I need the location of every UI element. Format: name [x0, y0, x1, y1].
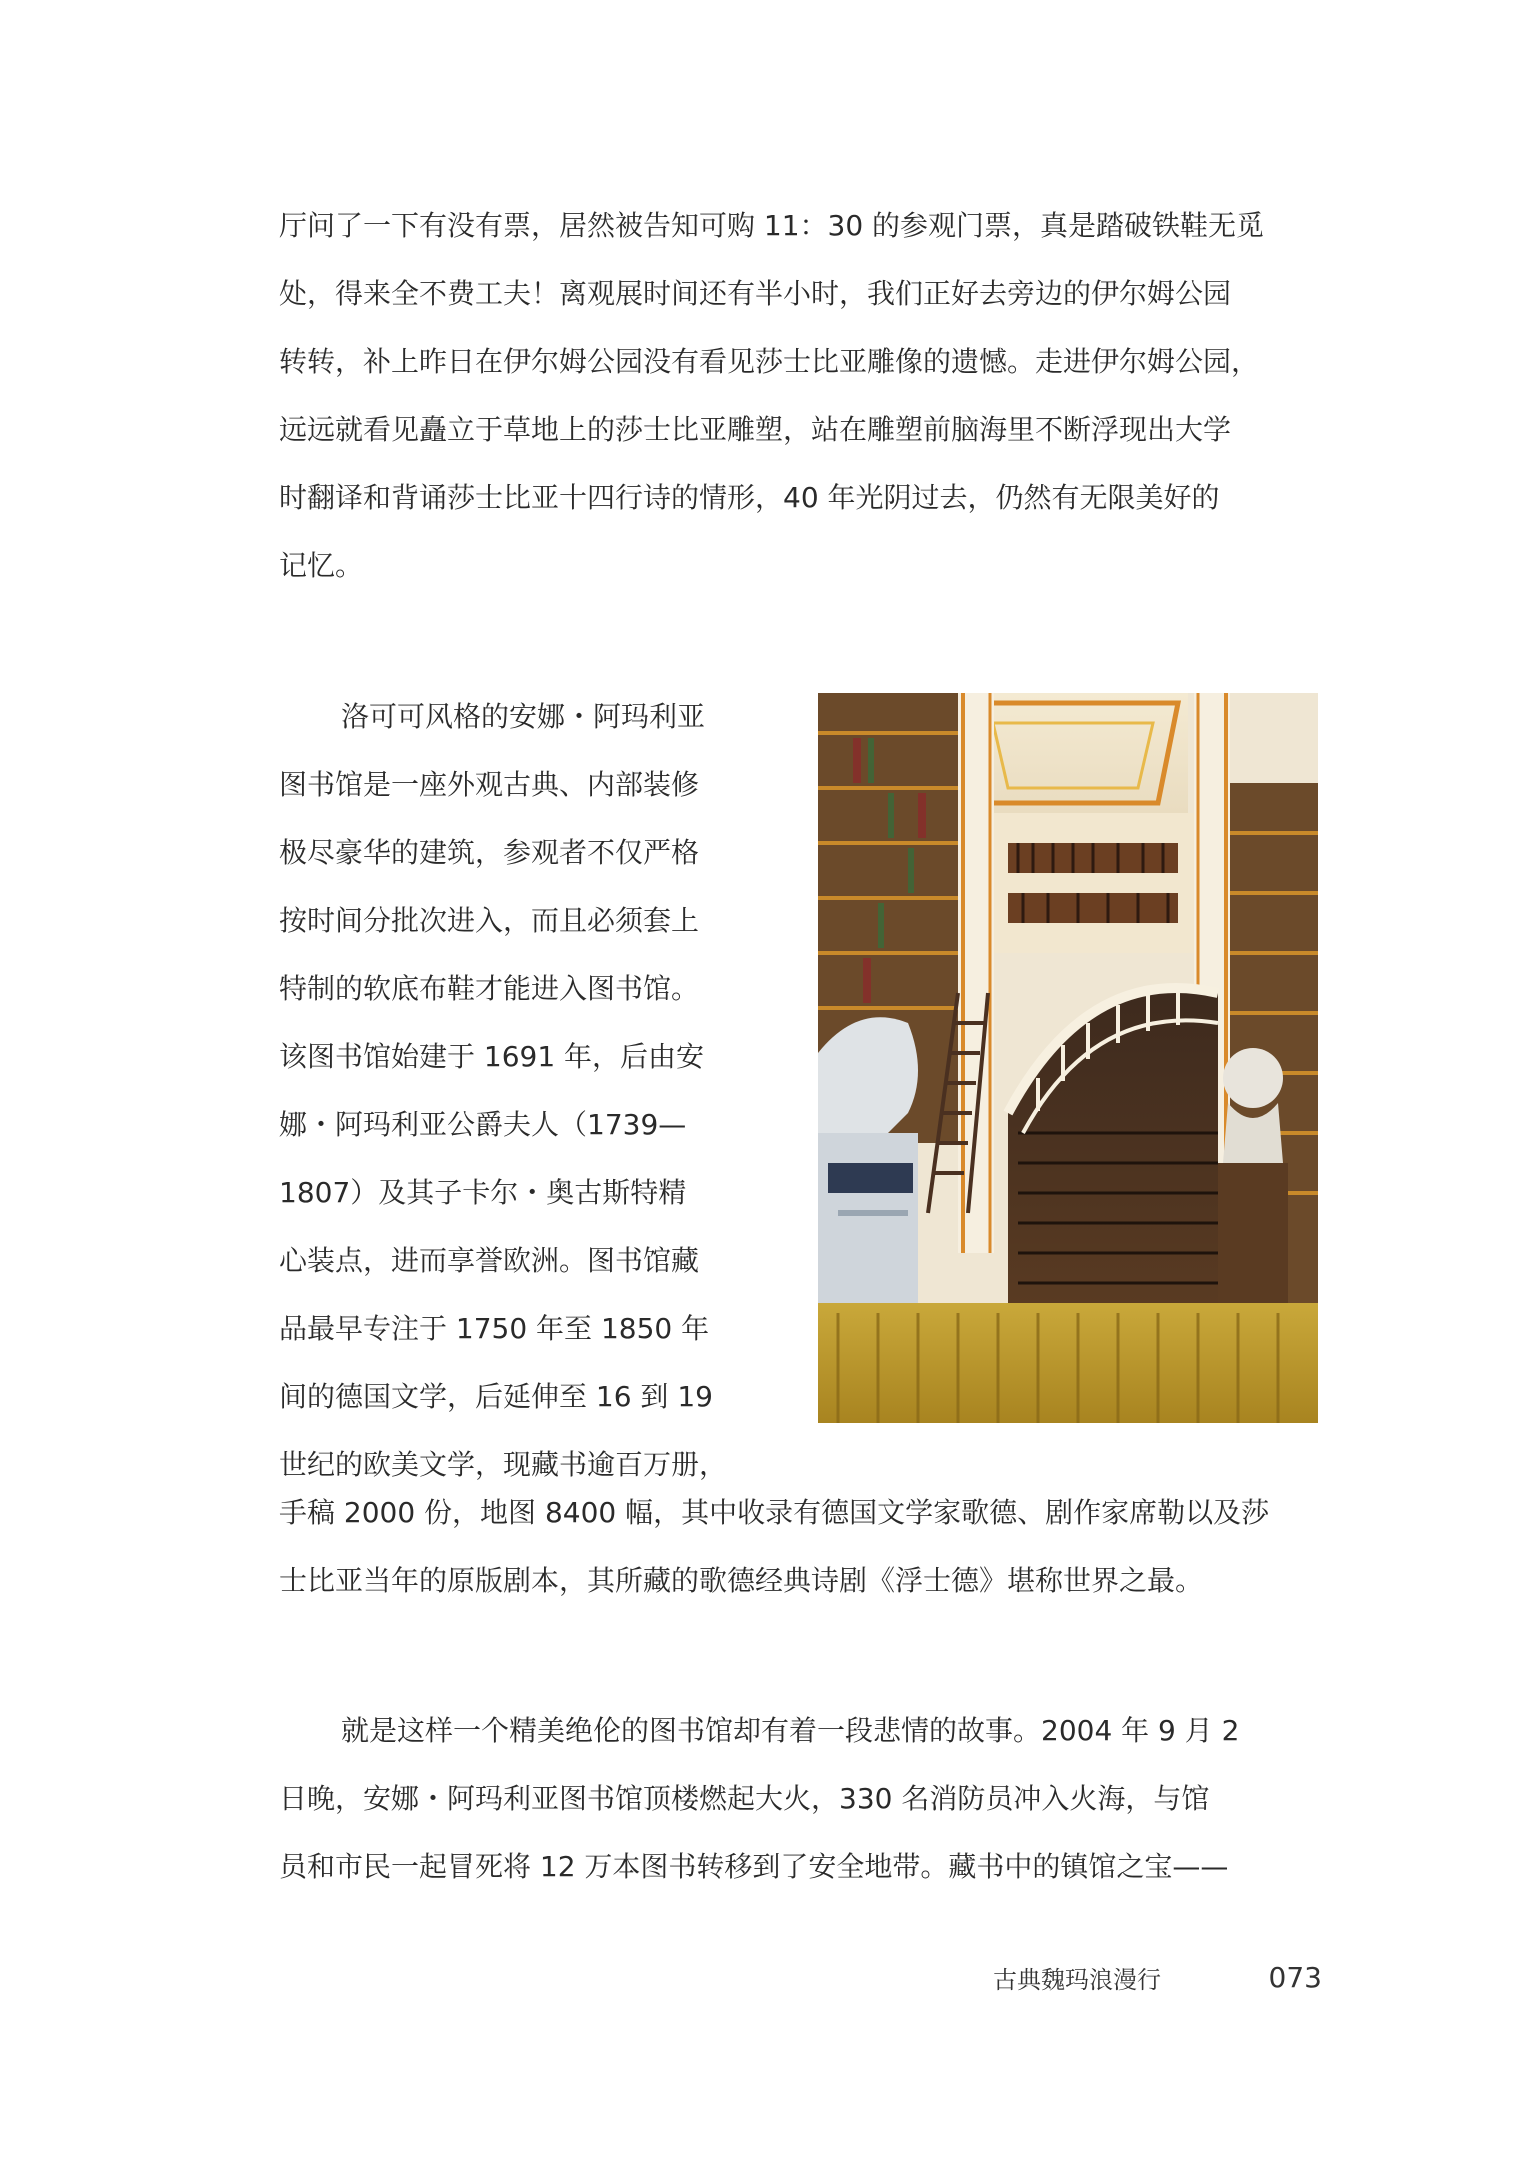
library-painting-illustration [818, 693, 1318, 1423]
paragraph-fire-story [279, 1697, 1319, 1901]
text-line: 处，得来全不费工夫！离观展时间还有半小时，我们正好去旁边的伊尔姆公园 [279, 277, 1232, 310]
running-footer-title: 古典魏玛浪漫行 [993, 1966, 1161, 1994]
text-line: 日晚，安娜・阿玛利亚图书馆顶楼燃起大火，330 名消防员冲入火海，与馆 [279, 1782, 1210, 1815]
paragraph-library-intro-continued [279, 1479, 1319, 1615]
text-line: 品最早专注于 1750 年至 1850 年 [279, 1312, 710, 1345]
text-line: 间的德国文学，后延伸至 16 到 19 [279, 1380, 713, 1413]
text-line: 该图书馆始建于 1691 年，后由安 [279, 1040, 705, 1073]
text-line: 图书馆是一座外观古典、内部装修 [279, 768, 700, 801]
text-line: 洛可可风格的安娜・阿玛利亚 [341, 700, 706, 733]
library-painting [818, 693, 1318, 1423]
text-line: 就是这样一个精美绝伦的图书馆却有着一段悲情的故事。2004 年 9 月 2 [341, 1714, 1240, 1747]
text-line: 员和市民一起冒死将 12 万本图书转移到了安全地带。藏书中的镇馆之宝—— [279, 1850, 1229, 1883]
text-line: 极尽豪华的建筑，参观者不仅严格 [279, 836, 700, 869]
text-line: 厅问了一下有没有票，居然被告知可购 11：30 的参观门票，真是踏破铁鞋无觅 [279, 209, 1265, 242]
text-line: 世纪的欧美文学，现藏书逾百万册， [279, 1448, 728, 1481]
text-line: 记忆。 [279, 549, 364, 582]
text-line: 时翻译和背诵莎士比亚十四行诗的情形，40 年光阴过去，仍然有无限美好的 [279, 481, 1220, 514]
text-line: 远远就看见矗立于草地上的莎士比亚雕塑，站在雕塑前脑海里不断浮现出大学 [279, 413, 1232, 446]
text-line: 手稿 2000 份，地图 8400 幅，其中收录有德国文学家歌德、剧作家席勒以及莎 [279, 1496, 1270, 1529]
page-number: 073 [1268, 1961, 1322, 1994]
text-line: 士比亚当年的原版剧本，其所藏的歌德经典诗剧《浮士德》堪称世界之最。 [279, 1564, 1204, 1597]
text-line: 转转，补上昨日在伊尔姆公园没有看见莎士比亚雕像的遗憾。走进伊尔姆公园， [279, 345, 1260, 378]
text-line: 1807）及其子卡尔・奥古斯特精 [279, 1176, 687, 1209]
paragraph-park-visit [279, 192, 1319, 600]
text-line: 特制的软底布鞋才能进入图书馆。 [279, 972, 700, 1005]
paragraph-library-intro [279, 683, 749, 1499]
text-line: 按时间分批次进入，而且必须套上 [279, 904, 700, 937]
text-line: 心装点，进而享誉欧洲。图书馆藏 [279, 1244, 700, 1277]
text-line: 娜・阿玛利亚公爵夫人（1739— [279, 1108, 687, 1141]
